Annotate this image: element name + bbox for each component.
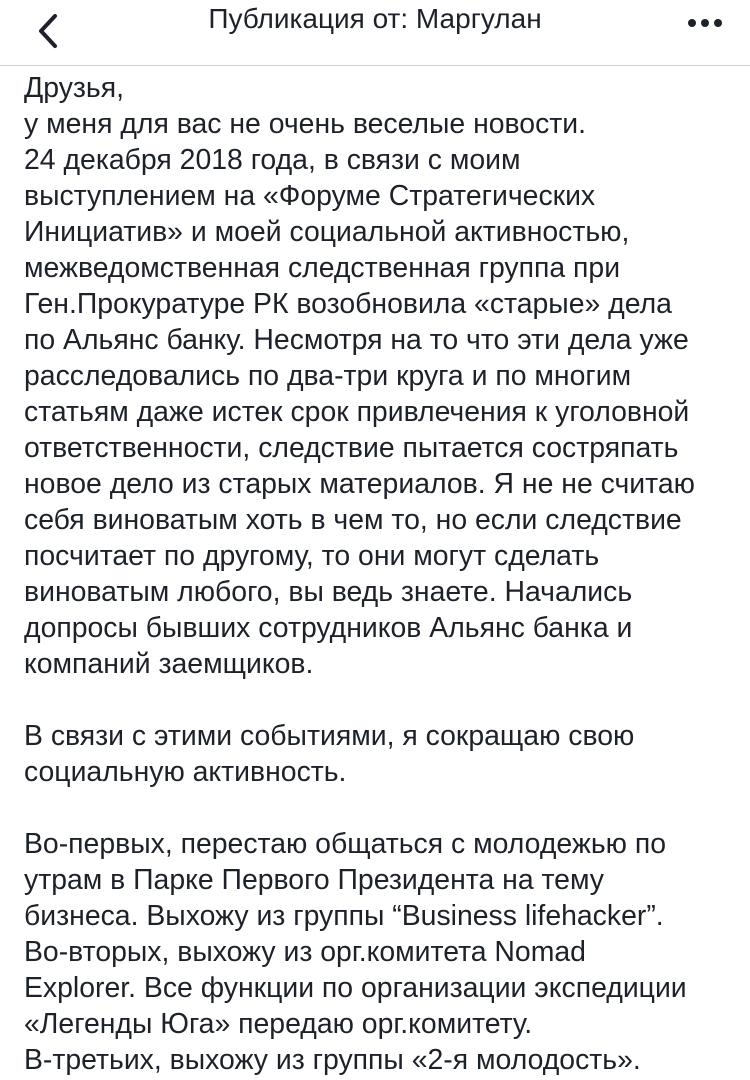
- post-line: новое дело из старых материалов. Я не не считаю: [24, 468, 695, 500]
- post-paragraph: [24, 718, 740, 790]
- chevron-left-icon: [37, 13, 59, 49]
- post-line: себя виноватым хоть в чем то, но если следствие: [24, 504, 682, 536]
- post-line: межведомственная следственная группа при: [24, 252, 621, 284]
- post-line: виноватым любого, вы ведь знаете. Начались: [24, 576, 633, 608]
- post-line: Explorer. Все функции по организации экспедиции: [24, 972, 687, 1004]
- back-button[interactable]: [28, 10, 68, 52]
- post-text: [24, 70, 740, 1078]
- post-paragraph: [24, 70, 740, 682]
- more-horizontal-icon: [701, 19, 709, 27]
- navigation-bar: [0, 0, 750, 66]
- post-line: Инициатив» и моей социальной активностью,: [24, 216, 630, 248]
- post-line: расследовались по два-три круга и по многим: [24, 360, 632, 392]
- post-line: по Альянс банку. Несмотря на то что эти дела уже: [24, 324, 689, 356]
- post-line: компаний заемщиков.: [24, 648, 314, 680]
- post-paragraph: [24, 826, 740, 1078]
- post-line: Друзья,: [24, 72, 124, 104]
- post-line: Во-первых, перестаю общаться с молодежью по: [24, 828, 666, 860]
- post-line: «Легенды Юга» передаю орг.комитету.: [24, 1008, 533, 1040]
- post-line: 24 декабря 2018 года, в связи с моим: [24, 144, 521, 176]
- post-line: ответственности, следствие пытается состряпать: [24, 432, 679, 464]
- post-line: статьям даже истек срок привлечения к уголовной: [24, 396, 690, 428]
- post-line: допросы бывших сотрудников Альянс банка и: [24, 612, 633, 644]
- post-line: у меня для вас не очень веселые новости.: [24, 108, 587, 140]
- post-line: социальную активность.: [24, 756, 347, 788]
- post-line: посчитает по другому, то они могут сделать: [24, 540, 600, 572]
- post-line: В связи с этими событиями, я сокращаю свою: [24, 720, 635, 752]
- post-line: утрам в Парке Первого Президента на тему: [24, 864, 604, 896]
- more-horizontal-icon: [688, 19, 696, 27]
- post-line: бизнеса. Выхожу из группы “Business lifehacker”.: [24, 900, 664, 932]
- page-title: Публикация от: Маргулан: [208, 3, 542, 34]
- post-line: В-третьих, выхожу из группы «2-я молодость».: [24, 1044, 641, 1076]
- post-line: выступлением на «Форуме Стратегических: [24, 180, 596, 212]
- post-line: Ген.Прокуратуре РК возобновила «старые» дела: [24, 288, 672, 320]
- post-line: Во-вторых, выхожу из орг.комитета Nomad: [24, 936, 586, 968]
- more-options-button[interactable]: [682, 8, 728, 38]
- more-horizontal-icon: [714, 19, 722, 27]
